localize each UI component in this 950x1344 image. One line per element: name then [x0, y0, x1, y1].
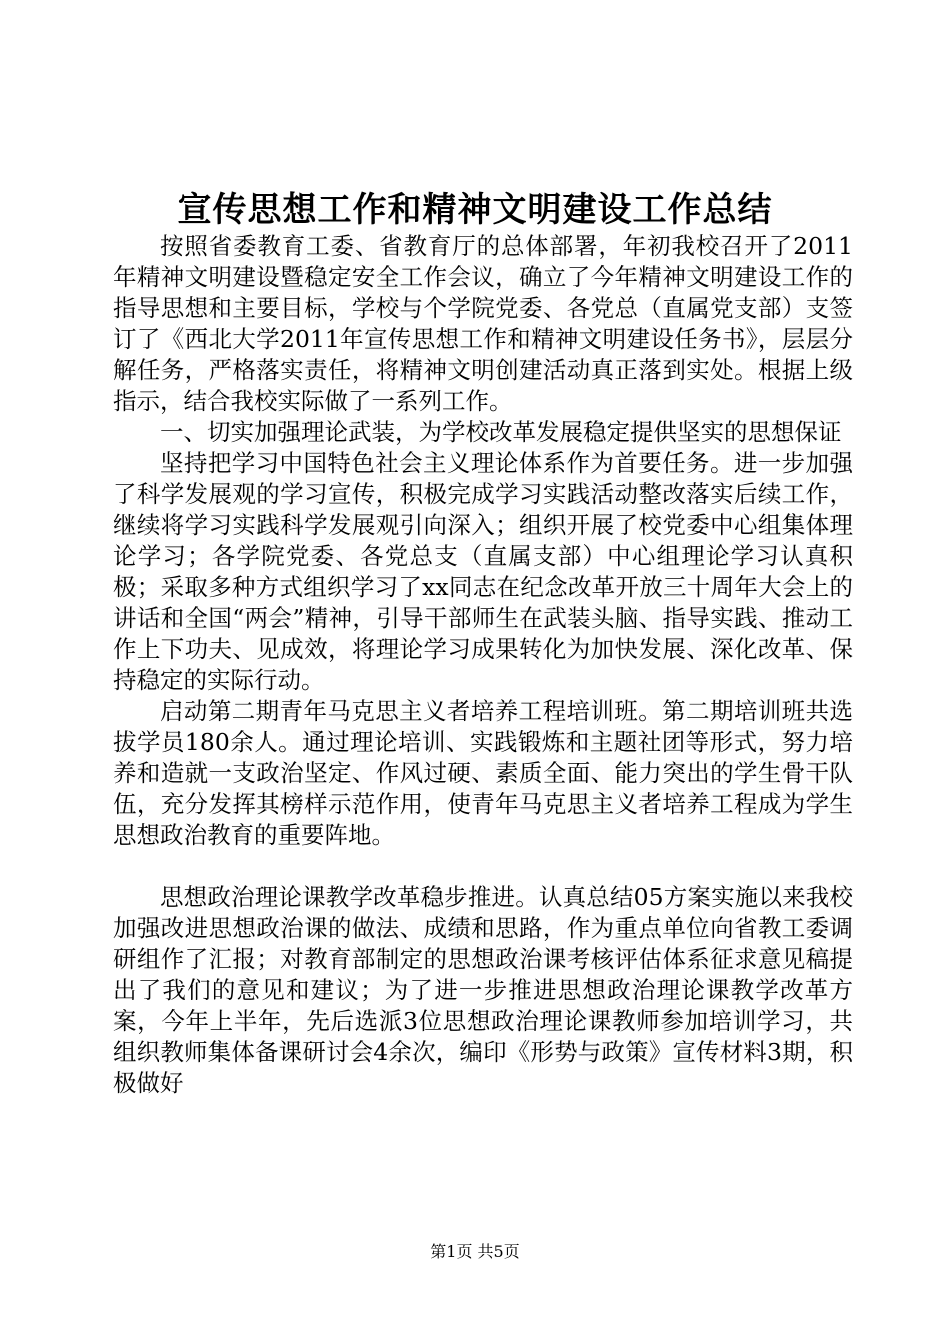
paragraph-political-course: 思想政治理论课教学改革稳步推进。认真总结05方案实施以来我校加强改进思想政治课的做法、成绩和思路，作为重点单位向省教工委调研组作了汇报；对教育部制定的思想政治课考核评估体系征求意见稿提出了我们的意见和建议；为了进一步推进思想政治理论课教学改革方案，今年上半年，先后选派3位思想政治理论课教师参加培训学习，共组织教师集体备课研讨会4余次，编印《形势与政策》宣传材料3期，积极做好 — [113, 883, 853, 1097]
paragraph-youth-marxist: 启动第二期青年马克思主义者培养工程培训班。第二期培训班共选拔学员180余人。通过理论培训、实践锻炼和主题社团等形式，努力培养和造就一支政治坚定、作风过硬、素质全面、能力突出的学生骨干队伍，充分发挥其榜样示范作用，使青年马克思主义者培养工程成为学生思想政治教育的重要阵地。 — [113, 697, 853, 849]
paragraph-theory-study: 坚持把学习中国特色社会主义理论体系作为首要任务。进一步加强了科学发展观的学习宣传，积极完成学习实践活动整改落实后续工作，继续将学习实践科学发展观引向深入；组织开展了校党委中心组集体理论学习；各学院党委、各党总支（直属支部）中心组理论学习认真积极；采取多种方式组织学习了xx同志在纪念改革开放三十周年大会上的讲话和全国“两会”精神，引导干部师生在武装头脑、指导实践、推动工作上下功夫、见成效，将理论学习成果转化为加快发展、深化改革、保持稳定的实际行动。 — [113, 449, 853, 694]
document-body — [113, 231, 853, 1099]
page-indicator: 第1页 共5页 — [430, 1242, 520, 1261]
section-heading-1: 一、切实加强理论武装，为学校改革发展稳定提供坚实的思想保证 — [160, 418, 842, 446]
paragraph-intro: 按照省委教育工委、省教育厅的总体部署，年初我校召开了2011年精神文明建设暨稳定安全工作会议，确立了今年精神文明建设工作的指导思想和主要目标，学校与个学院党委、各党总（直属党支部）支签订了《西北大学2011年宣传思想工作和精神文明建设任务书》，层层分解任务，严格落实责任，将精神文明创建活动真正落到实处。根据上级指示，结合我校实际做了一系列工作。 — [113, 232, 853, 415]
document-title: 宣传思想工作和精神文明建设工作总结 — [177, 190, 773, 230]
